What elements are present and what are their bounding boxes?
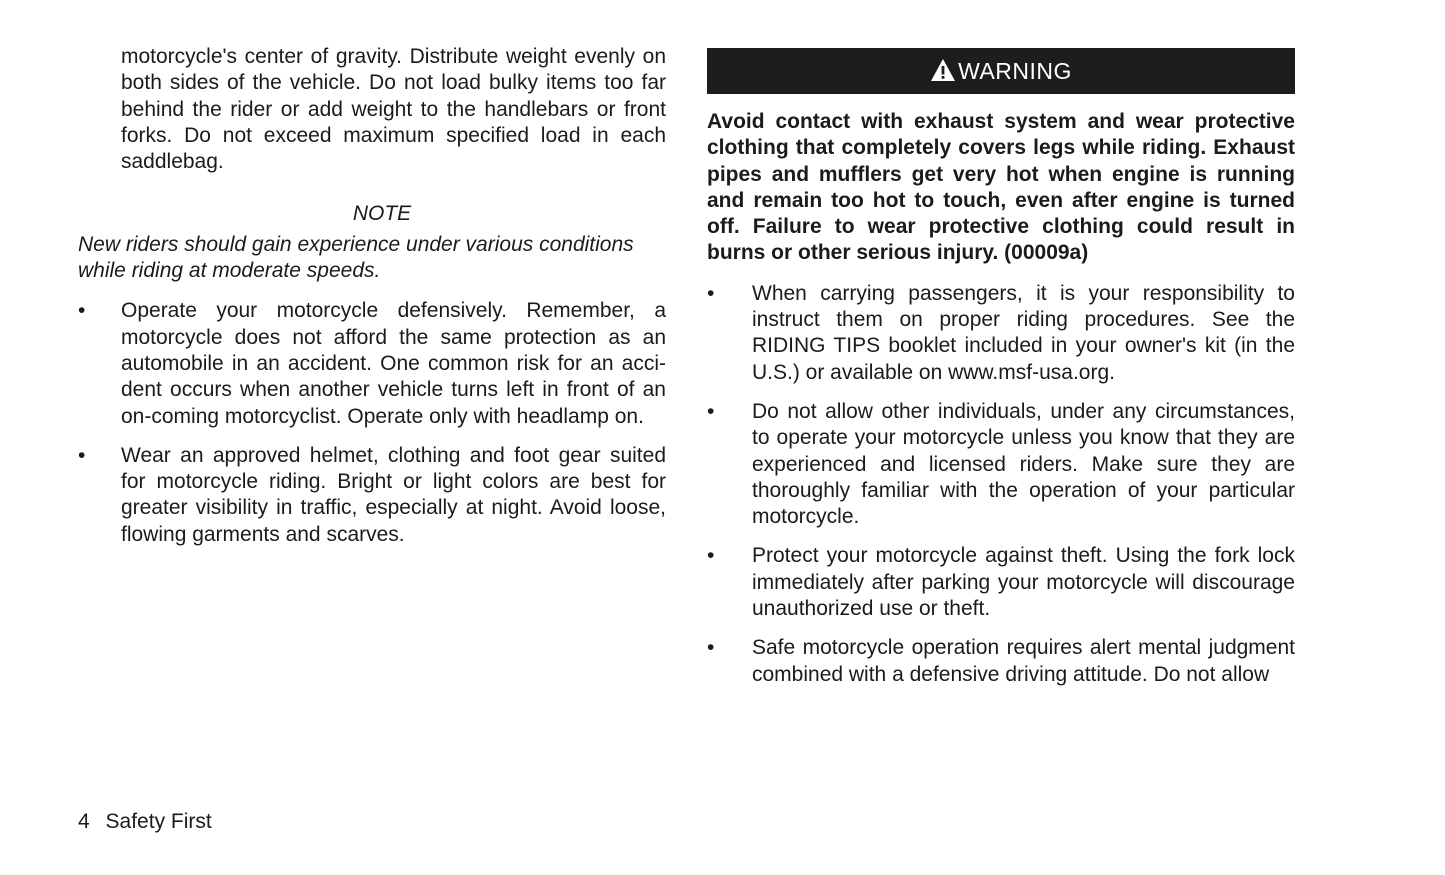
list-item — [707, 281, 1295, 386]
left-bullet-list — [78, 298, 666, 548]
note-text: New riders should gain experience under various conditions while riding at moderate speeds. — [78, 232, 634, 283]
bullet-dot-icon: • — [78, 443, 86, 467]
bullet-dot-icon: • — [707, 544, 715, 568]
page-footer — [78, 810, 212, 834]
bullet-dot-icon: • — [707, 399, 715, 423]
list-item-text: When carrying passengers, it is your responsibility to instruct them on proper riding procedures. See the RIDING TIPS booklet included in your owner's kit (in the U.S.) or available on www.msf-usa.org. — [752, 281, 1295, 384]
list-item — [707, 543, 1295, 622]
list-item — [707, 635, 1295, 688]
list-item-text: Protect your motorcycle against theft. Using the fork lock immediately after parking your motorcycle will discourage unauthorized use or theft. — [752, 544, 1295, 621]
bullet-dot-icon: • — [78, 299, 86, 323]
warning-label: WARNING — [958, 57, 1072, 84]
list-item-text: Do not allow other individuals, under any circumstances, to operate your motorcycle unless you know that they are experienced and licensed riders. Make sure they are thoroughly familiar with the operation of your particular motorcycle. — [752, 399, 1295, 529]
warning-text: Avoid contact with exhaust system and wear protective clothing that completely covers legs while riding. Exhaust pipes and mufflers get very hot when engine is running and remain too hot to touch, even after engine is turned off. Failure to wear protective clothing could result in burns or other serious injury. (00009a) — [707, 110, 1295, 265]
list-item — [78, 298, 666, 429]
warning-triangle-icon — [930, 58, 956, 82]
bullet-dot-icon: • — [707, 281, 715, 305]
bullet-dot-icon: • — [707, 636, 715, 660]
warning-banner — [707, 48, 1295, 94]
note-heading: NOTE — [352, 202, 412, 226]
right-column — [707, 44, 1295, 688]
section-title: Safety First — [105, 810, 212, 833]
list-item-text: Wear an approved helmet, clothing and foot gear suited for motorcycle riding. Bright or light colors are best for greater visibility in traffic, especially at night. Avoid loose, flowing garments and scarves. — [121, 443, 666, 546]
list-item-text: Safe motorcycle operation requires alert mental judgment combined with a defensive driving attitude. Do not allow — [752, 636, 1295, 686]
left-column — [78, 44, 666, 548]
right-bullet-list — [707, 281, 1295, 688]
list-item-text: Operate your motorcycle defensively. Remember, a motorcycle does not afford the same protection as an automobile in an accident. One common risk for an acci-dent occurs when another vehicle turns left in front of an on-coming motorcyclist. Operate only with headlamp on. — [121, 299, 666, 428]
list-item — [78, 443, 666, 548]
list-item — [707, 399, 1295, 530]
page-number: 4 — [78, 810, 90, 833]
intro-paragraph: motorcycle's center of gravity. Distribute weight evenly on both sides of the vehicle. Do not load bulky items too far behind the rider or add weight to the handlebars or front forks. Do not exceed maximum specified load in each saddlebag. — [121, 45, 666, 174]
